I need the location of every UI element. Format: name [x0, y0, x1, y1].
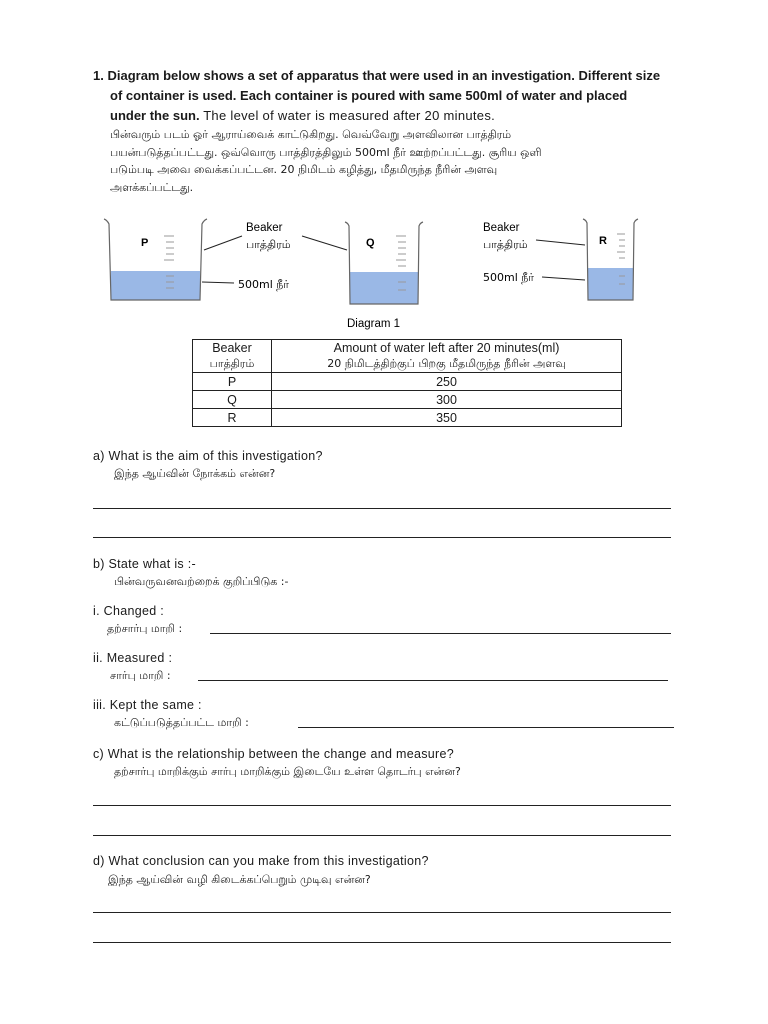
- header-amount: [272, 340, 622, 373]
- results-table: [192, 339, 622, 427]
- cell-beaker: P: [193, 373, 272, 391]
- part-b-i-label: i. Changed :: [93, 604, 165, 618]
- header-beaker-en: Beaker: [212, 341, 252, 355]
- tamil-line-3: படும்படி அவை வைக்கப்பட்டன. 20 நிமிடம் கழித்து, மீதமிருந்த நீரின் அளவு: [110, 163, 498, 176]
- pointer-beaker-q: [302, 236, 347, 250]
- cell-beaker: R: [193, 409, 272, 427]
- cell-beaker: Q: [193, 391, 272, 409]
- label-beaker-2-ta: பாத்திரம்: [483, 238, 528, 251]
- question-line-1: Diagram below shows a set of apparatus that were used in an investigation. Different size: [107, 68, 661, 83]
- part-b-ii-label: ii. Measured :: [93, 651, 173, 665]
- answer-line-c1[interactable]: [93, 805, 671, 806]
- label-beaker-1: Beaker: [246, 222, 283, 234]
- answer-line-measured[interactable]: [198, 680, 668, 681]
- tamil-line-4: அளக்கப்பட்டது.: [110, 180, 194, 194]
- table-row: [193, 391, 622, 409]
- header-beaker: [193, 340, 272, 373]
- answer-line-a1[interactable]: [93, 508, 671, 509]
- part-c-question: c) What is the relationship between the change and measure?: [93, 747, 454, 761]
- part-c-question-ta: தற்சார்பு மாறிக்கும் சார்பு மாறிக்கும் இடையே உள்ள தொடர்பு என்ன?: [114, 765, 461, 778]
- cell-amount: 300: [272, 391, 622, 409]
- part-b-iii-label: iii. Kept the same :: [93, 698, 202, 712]
- question-line-3-bold: under the sun.: [110, 108, 200, 123]
- water-p: [111, 271, 200, 300]
- part-b-question-ta: பின்வருவனவற்றைக் குறிப்பிடுக :-: [114, 575, 289, 588]
- tamil-line-1: பின்வரும் படம் ஓர் ஆராய்வைக் காட்டுகிறது. வெவ்வேறு அளவிலான பாத்திரம்: [110, 128, 512, 141]
- table-row: [193, 373, 622, 391]
- answer-line-c2[interactable]: [93, 835, 671, 836]
- label-beaker-1-ta: பாத்திரம்: [246, 238, 291, 251]
- beaker-p-label: P: [141, 237, 149, 249]
- part-b-i-label-ta: தற்சார்பு மாறி :: [107, 622, 183, 635]
- answer-line-d2[interactable]: [93, 942, 671, 943]
- pointer-water-r: [542, 277, 585, 280]
- header-amount-ta: 20 நிமிடத்திற்குப் பிறகு மீதமிருந்த நீரின் அளவு: [327, 357, 566, 370]
- header-amount-en: Amount of water left after 20 minutes(ml): [333, 341, 560, 355]
- answer-line-changed[interactable]: [210, 633, 671, 634]
- cell-amount: 250: [272, 373, 622, 391]
- question-tamil: [110, 126, 680, 196]
- water-q: [350, 272, 418, 304]
- beaker-q: [345, 222, 423, 304]
- cell-amount: 350: [272, 409, 622, 427]
- water-r: [588, 268, 633, 300]
- answer-line-a2[interactable]: [93, 537, 671, 538]
- part-b-iii-label-ta: கட்டுப்படுத்தப்பட்ட மாறி :: [114, 716, 249, 729]
- pointer-beaker-p: [204, 236, 242, 250]
- apparatus-diagram: [0, 205, 768, 335]
- question-text: [93, 66, 683, 126]
- beaker-p: [104, 219, 207, 300]
- question-number: 1.: [93, 68, 104, 83]
- part-b-ii-label-ta: சார்பு மாறி :: [110, 669, 171, 682]
- label-water-1: 500ml நீர்: [238, 278, 290, 291]
- beaker-r-label: R: [599, 235, 607, 247]
- question-line-3: The level of water is measured after 20 minutes.: [203, 108, 496, 123]
- label-beaker-2: Beaker: [483, 222, 520, 234]
- beaker-q-label: Q: [366, 237, 375, 249]
- part-b-question: b) State what is :-: [93, 557, 196, 571]
- label-water-2: 500ml நீர்: [483, 271, 535, 284]
- answer-line-kept-same[interactable]: [298, 727, 674, 728]
- part-d-question-ta: இந்த ஆய்வின் வழி கிடைக்கப்பெறும் முடிவு என்ன?: [108, 873, 371, 886]
- question-line-2: of container is used. Each container is poured with same 500ml of water and placed: [110, 88, 628, 103]
- diagram-caption: Diagram 1: [347, 318, 401, 330]
- part-d-question: d) What conclusion can you make from this investigation?: [93, 854, 429, 868]
- table-row: [193, 409, 622, 427]
- pointer-beaker-r: [536, 240, 585, 245]
- part-a-question: a) What is the aim of this investigation?: [93, 449, 323, 463]
- table-header-row: [193, 340, 622, 373]
- header-beaker-ta: பாத்திரம்: [209, 357, 255, 370]
- tamil-line-2: பயன்படுத்தப்பட்டது. ஒவ்வொரு பாத்திரத்திலும் 500ml நீர் ஊற்றப்பட்டது. சூரிய ஒளி: [110, 145, 542, 159]
- part-a-question-ta: இந்த ஆய்வின் நோக்கம் என்ன?: [114, 467, 276, 480]
- beaker-r: [583, 219, 638, 300]
- pointer-water-p: [202, 282, 234, 283]
- answer-line-d1[interactable]: [93, 912, 671, 913]
